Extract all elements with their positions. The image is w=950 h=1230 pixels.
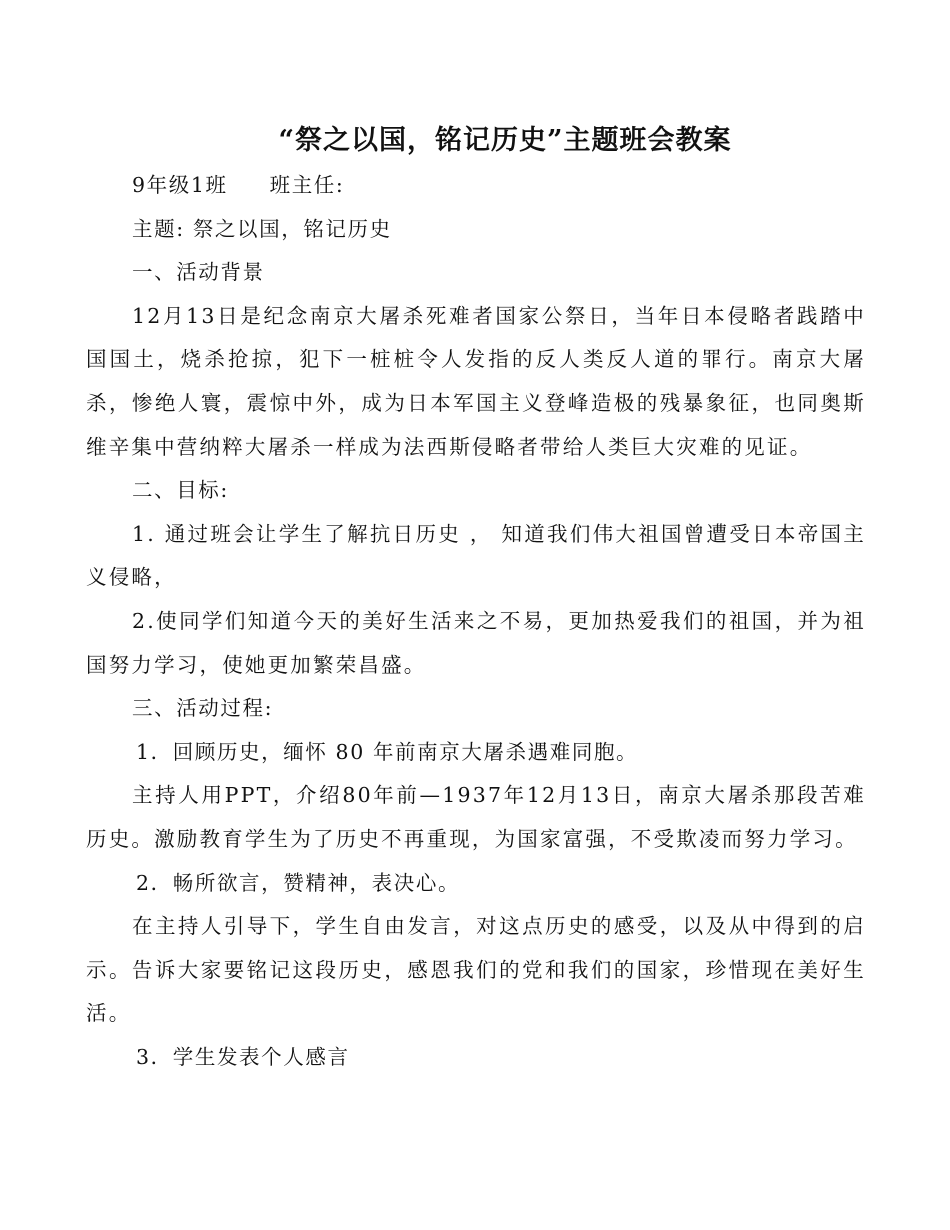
theme-line: 主题: 祭之以国，铭记历史: [132, 216, 392, 241]
step-1-paragraph: 主持人用PPT，介绍80年前—1937年12月13日，南京大屠杀那段苦难历史。激励教育学生为了历史不再重现，为国家富强，不受欺凌而努力学习。: [86, 783, 866, 851]
step-1-heading: 1．回顾历史，缅怀 80 年前南京大屠杀遇难同胞。: [136, 739, 639, 764]
step-2-heading: 2．畅所欲言，赞精神，表决心。: [136, 870, 461, 895]
document-title: “祭之以国，铭记历史”主题班会教案: [278, 125, 732, 156]
step-3-heading: 3．学生发表个人感言: [136, 1044, 350, 1069]
document-body: [86, 164, 866, 1079]
goal-item-2: 2.使同学们知道今天的美好生活来之不易，更加热爱我们的祖国，并为祖国努力学习，使她更加繁荣昌盛。: [86, 608, 866, 677]
section-heading-process: 三、活动过程:: [132, 696, 274, 721]
class-info-line: [86, 164, 866, 208]
teacher-label: 班主任:: [269, 173, 345, 197]
class-name: 9年级1班: [132, 173, 228, 197]
background-paragraph: 12月13日是纪念南京大屠杀死难者国家公祭日，当年日本侵略者践踏中国国土，烧杀抢掠，犯下一桩桩令人发指的反人类反人道的罪行。南京大屠杀，惨绝人寰，震惊中外，成为日本军国主义登峰造极的残暴象征，也同奥斯维辛集中营纳粹大屠杀一样成为法西斯侵略者带给人类巨大灾难的见证。: [86, 303, 866, 459]
step-2-paragraph: 在主持人引导下，学生自由发言，对这点历史的感受，以及从中得到的启示。告诉大家要铭记这段历史，感恩我们的党和我们的国家，珍惜现在美好生活。: [86, 914, 866, 1026]
section-heading-background: 一、活动背景: [132, 260, 265, 285]
section-heading-goals: 二、目标:: [132, 478, 229, 503]
goal-item-1: 1. 通过班会让学生了解抗日历史 ， 知道我们伟大祖国曾遭受日本帝国主义侵略，: [86, 521, 866, 590]
